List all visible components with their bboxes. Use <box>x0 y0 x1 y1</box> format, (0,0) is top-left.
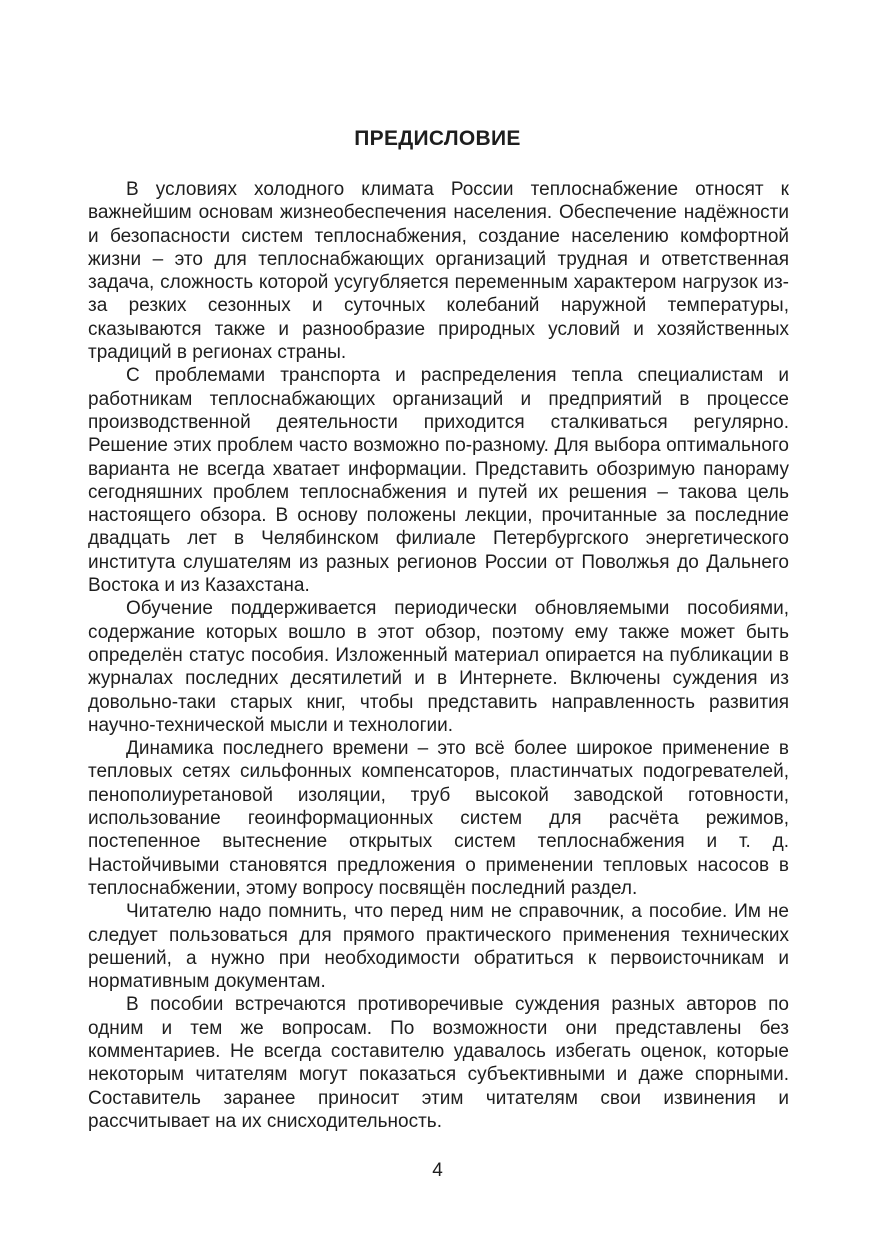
paragraph: С проблемами транспорта и распределения тепла специалистам и работникам теплоснабжающих организаций и предприятий в процессе производственной деятельности приходится сталкиваться регулярно. Решение этих проблем часто возможно по-разному. Для выбора оптимального варианта не всегда хватает информации. Представить обозримую панораму сегодняшних проблем теплоснабжения и путей их решения – такова цель настоящего обзора. В основу положены лекции, прочитанные за последние двадцать лет в Челябинском филиале Петербургского энергетического института слушателям из разных регионов России от Поволжья до Дальнего Востока и из Казахстана. <box>88 365 789 597</box>
paragraph: Читателю надо помнить, что перед ним не справочник, а пособие. Им не следует пользоваться для прямого практического применения технических решений, а нужно при необходимости обратиться к первоисточникам и нормативным документам. <box>88 901 789 993</box>
page-number: 4 <box>432 1160 443 1181</box>
paragraph: Динамика последнего времени – это всё более широкое применение в тепловых сетях сильфонных компенсаторов, пластинчатых подогревателей, пенополиуретановой изоляции, труб высокой заводской готовности, использование геоинформационных систем для расчёта режимов, постепенное вытеснение открытых систем теплоснабжения и т. д. Настойчивыми становятся предложения о применении тепловых насосов в теплоснабжении, этому вопросу посвящён последний раздел. <box>88 738 789 899</box>
paragraph: Обучение поддерживается периодически обновляемыми пособиями, содержание которых вошло в этот обзор, поэтому ему также может быть определён статус пособия. Изложенный материал опирается на публикации в журналах последних десятилетий и в Интернете. Включены суждения из довольно-таки старых книг, чтобы представить направленность развития научно-технической мысли и технологии. <box>88 598 789 736</box>
paragraph: В пособии встречаются противоречивые суждения разных авторов по одним и тем же вопросам. По возможности они представлены без комментариев. Не всегда составителю удавалось избегать оценок, которые некоторым читателям могут показаться субъективными и даже спорными. Составитель заранее приносит этим читателям свои извинения и рассчитывает на их снисходительность. <box>88 994 789 1132</box>
body-text <box>88 178 789 1133</box>
paragraph: В условиях холодного климата России теплоснабжение относят к важнейшим основам жизнеобеспечения населения. Обеспечение надёжности и безопасности систем теплоснабжения, создание населению комфортной жизни – это для теплоснабжающих организаций трудная и ответственная задача, сложность которой усугубляется переменным характером нагрузок из-за резких сезонных и суточных колебаний наружной температуры, сказываются также и разнообразие природных условий и хозяйственных традиций в регионах страны. <box>88 179 789 364</box>
page-title: ПРЕДИСЛОВИЕ <box>354 127 521 150</box>
